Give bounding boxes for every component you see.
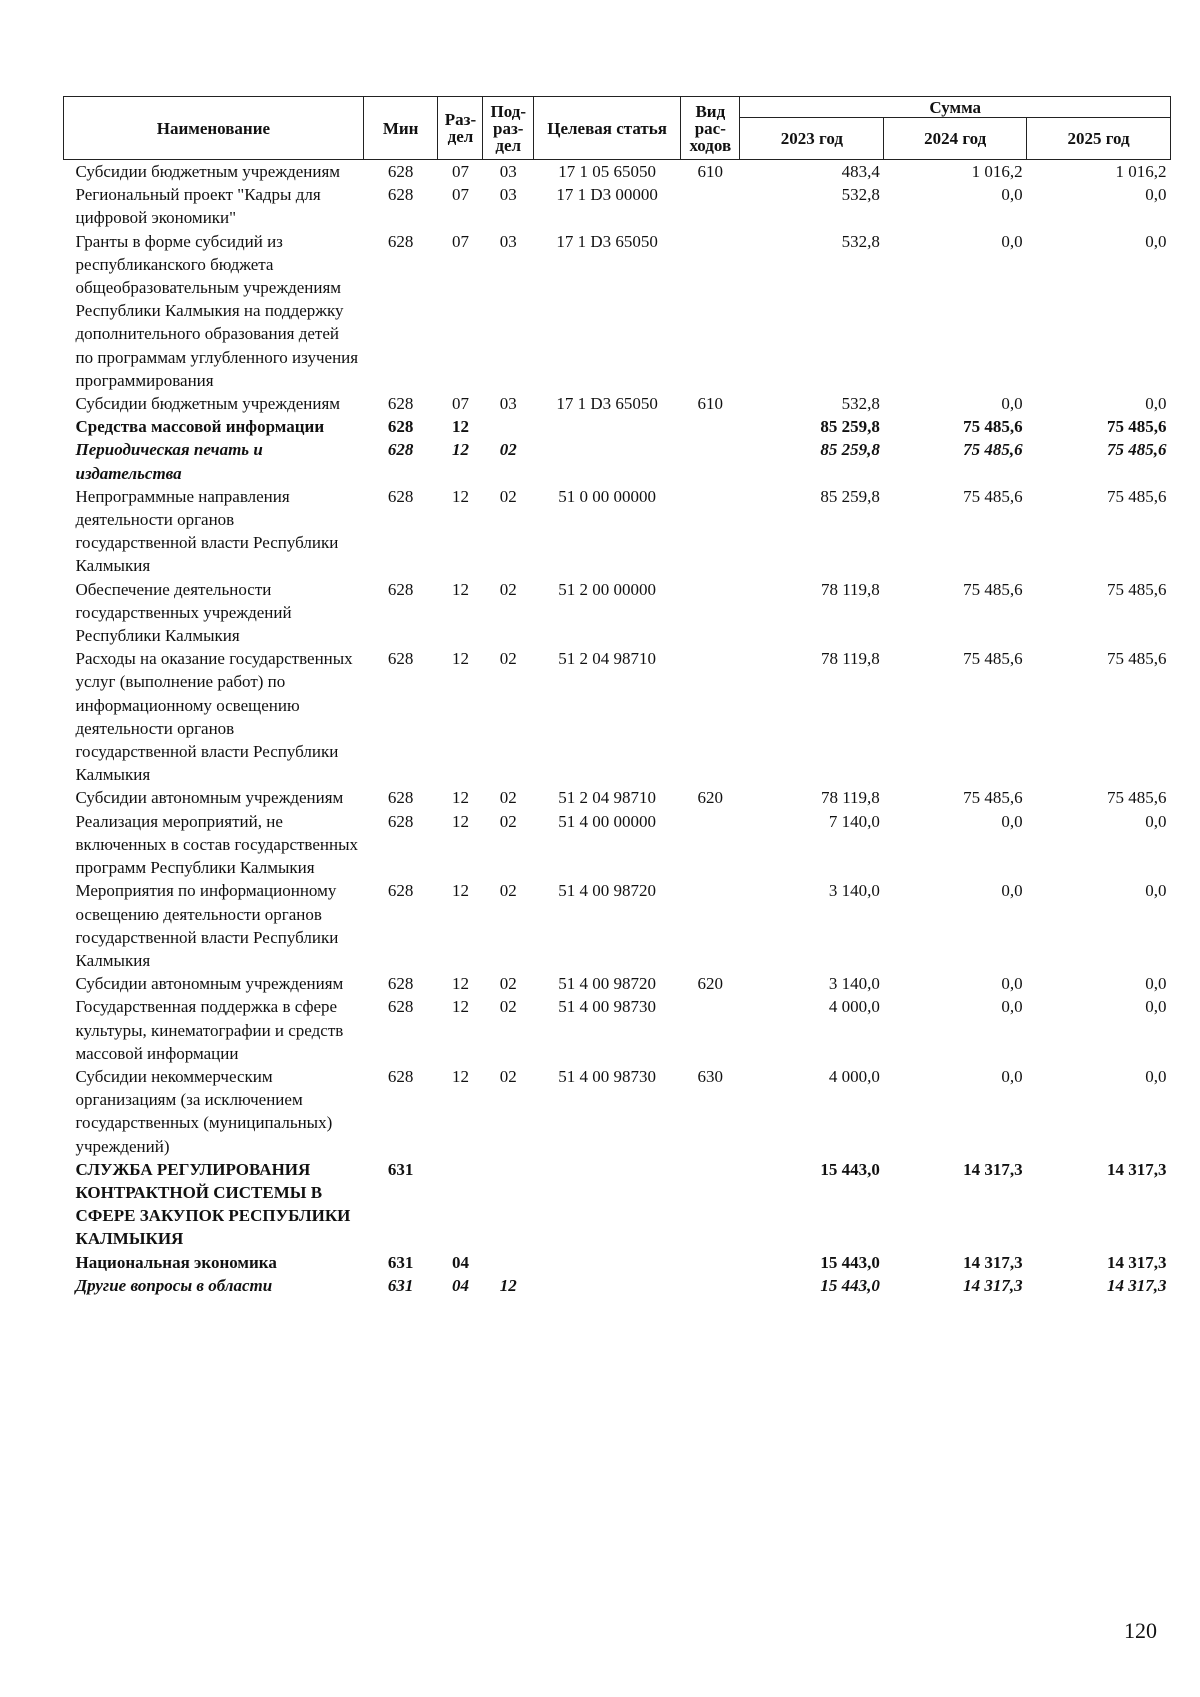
- row-podrazdel: 02: [499, 997, 517, 1017]
- row-sum-2023: 3 140,0: [828, 881, 880, 901]
- row-name: Субсидии автономным учреждениям: [75, 788, 344, 808]
- row-podrazdel: 02: [499, 811, 517, 831]
- row-target-article: 51 4 00 98720: [558, 974, 656, 994]
- row-sum-2023: 15 443,0: [820, 1275, 880, 1295]
- table-row: [64, 647, 1171, 786]
- row-razdel: 12: [451, 1066, 469, 1086]
- row-expense-type: [681, 647, 740, 786]
- row-target-article: 51 4 00 00000: [558, 811, 656, 831]
- header-razdel: Раз-дел: [438, 97, 483, 160]
- row-target-article: 51 2 04 98710: [558, 649, 656, 669]
- row-razdel: 12: [451, 486, 469, 506]
- row-min: 628: [387, 881, 414, 901]
- row-sum-2023: 4 000,0: [828, 1066, 880, 1086]
- row-expense-type: [681, 230, 740, 392]
- row-name: Обеспечение деятельности государственных учреждений Республики Калмыкия: [75, 579, 292, 646]
- table-row: [64, 230, 1171, 392]
- row-razdel: 12: [451, 579, 469, 599]
- table-row: [64, 995, 1171, 1065]
- row-sum-2024: 14 317,3: [963, 1159, 1023, 1179]
- row-expense-type: [681, 995, 740, 1065]
- row-sum-2025: 75 485,6: [1107, 486, 1167, 506]
- row-target-article: 17 1 05 65050: [558, 162, 656, 181]
- row-name: Региональный проект "Кадры для цифровой экономики": [75, 185, 321, 228]
- row-target-article: [534, 438, 681, 484]
- row-sum-2023: 85 259,8: [820, 486, 880, 506]
- row-podrazdel: 02: [499, 881, 517, 901]
- header-expense-type: Вид рас-ходов: [681, 97, 740, 160]
- header-sum: Сумма: [740, 97, 1171, 118]
- row-sum-2023: 7 140,0: [828, 811, 880, 831]
- row-min: 631: [387, 1275, 414, 1295]
- row-sum-2023: 78 119,8: [820, 579, 880, 599]
- row-sum-2024: 0,0: [1001, 231, 1023, 251]
- row-min: 628: [387, 162, 414, 181]
- row-expense-type: [681, 438, 740, 484]
- row-sum-2025: 0,0: [1145, 185, 1167, 205]
- row-razdel: 12: [451, 974, 469, 994]
- row-sum-2025: 14 317,3: [1107, 1252, 1167, 1272]
- row-podrazdel: 12: [499, 1275, 517, 1295]
- table-row: [64, 415, 1171, 438]
- row-min: 628: [387, 997, 414, 1017]
- row-name: Национальная экономика: [75, 1252, 277, 1272]
- row-sum-2025: 0,0: [1145, 997, 1167, 1017]
- row-sum-2025: 0,0: [1145, 881, 1167, 901]
- table-body: [64, 160, 1171, 1297]
- row-sum-2023: 85 259,8: [820, 417, 880, 437]
- page-number: 120: [1124, 1618, 1157, 1643]
- row-target-article: [534, 1274, 681, 1297]
- row-sum-2024: 75 485,6: [963, 788, 1023, 808]
- row-sum-2024: 1 016,2: [971, 162, 1023, 181]
- row-expense-type: [681, 1274, 740, 1297]
- row-expense-type: [681, 879, 740, 972]
- row-razdel: [438, 1158, 483, 1251]
- row-expense-type: 610: [697, 394, 724, 414]
- table-row: [64, 1251, 1171, 1274]
- row-sum-2024: 75 485,6: [963, 486, 1023, 506]
- row-sum-2023: 483,4: [841, 162, 880, 181]
- row-sum-2024: 0,0: [1001, 974, 1023, 994]
- row-target-article: 17 1 D3 00000: [556, 185, 658, 205]
- row-podrazdel: [483, 1158, 534, 1251]
- row-expense-type: [681, 183, 740, 229]
- row-podrazdel: 02: [499, 579, 517, 599]
- row-min: 631: [387, 1159, 414, 1179]
- row-razdel: 12: [451, 788, 469, 808]
- budget-table: [63, 96, 1171, 1297]
- row-min: 628: [387, 440, 414, 460]
- row-expense-type: 630: [697, 1066, 724, 1086]
- row-podrazdel: 03: [499, 231, 517, 251]
- row-podrazdel: 02: [499, 649, 517, 669]
- row-razdel: 07: [451, 231, 469, 251]
- row-expense-type: 620: [697, 788, 724, 808]
- row-sum-2025: 0,0: [1145, 231, 1167, 251]
- row-podrazdel: [483, 1251, 534, 1274]
- row-name: Мероприятия по информационному освещению деятельности органов государственной власти Республики Калмыкия: [75, 881, 339, 970]
- row-sum-2025: 0,0: [1145, 394, 1167, 414]
- table-row: [64, 392, 1171, 415]
- row-name: Субсидии бюджетным учреждениям: [75, 162, 341, 181]
- row-sum-2023: 15 443,0: [820, 1159, 880, 1179]
- row-expense-type: 620: [697, 974, 724, 994]
- row-podrazdel: 03: [499, 162, 517, 181]
- row-sum-2025: 75 485,6: [1107, 579, 1167, 599]
- row-target-article: 51 4 00 98730: [558, 997, 656, 1017]
- row-target-article: 51 2 04 98710: [558, 788, 656, 808]
- row-min: 628: [387, 811, 414, 831]
- table-row: [64, 1158, 1171, 1251]
- row-sum-2023: 4 000,0: [828, 997, 880, 1017]
- row-expense-type: [681, 578, 740, 648]
- row-expense-type: [681, 1251, 740, 1274]
- row-sum-2023: 78 119,8: [820, 788, 880, 808]
- row-sum-2024: 14 317,3: [963, 1252, 1023, 1272]
- row-sum-2025: 1 016,2: [1115, 162, 1167, 181]
- row-razdel: 07: [451, 394, 469, 414]
- row-target-article: [534, 1251, 681, 1274]
- row-min: 628: [387, 974, 414, 994]
- row-min: 628: [387, 185, 414, 205]
- table-row: [64, 438, 1171, 484]
- row-sum-2024: 0,0: [1001, 997, 1023, 1017]
- table-row: [64, 578, 1171, 648]
- row-podrazdel: 02: [499, 974, 517, 994]
- row-min: 628: [387, 649, 414, 669]
- header-year-2025: 2025 год: [1027, 118, 1171, 160]
- row-target-article: 51 2 00 00000: [558, 579, 656, 599]
- header-year-2024: 2024 год: [884, 118, 1027, 160]
- row-razdel: 04: [451, 1252, 469, 1272]
- table-row: [64, 810, 1171, 880]
- row-sum-2024: 0,0: [1001, 394, 1023, 414]
- row-sum-2024: 0,0: [1001, 1066, 1023, 1086]
- row-target-article: 17 1 D3 65050: [556, 394, 658, 414]
- row-name: Субсидии бюджетным учреждениям: [75, 394, 341, 414]
- row-sum-2025: 75 485,6: [1107, 440, 1167, 460]
- table-row: [64, 1274, 1171, 1297]
- row-podrazdel: 02: [499, 788, 517, 808]
- row-name: Другие вопросы в области: [75, 1275, 273, 1295]
- row-name: СЛУЖБА РЕГУЛИРОВАНИЯ КОНТРАКТНОЙ СИСТЕМЫ В СФЕРЕ ЗАКУПОК РЕСПУБЛИКИ КАЛМЫКИЯ: [75, 1159, 351, 1249]
- row-sum-2024: 75 485,6: [963, 440, 1023, 460]
- row-razdel: 12: [451, 440, 469, 460]
- table-row: [64, 485, 1171, 578]
- header-min: Мин: [363, 97, 438, 160]
- row-name: Периодическая печать и издательства: [75, 440, 263, 483]
- row-name: Реализация мероприятий, не включенных в состав государственных программ Республики Калмыкия: [75, 811, 359, 878]
- row-podrazdel: 02: [499, 440, 517, 460]
- row-razdel: 12: [451, 417, 469, 437]
- table-row: [64, 879, 1171, 972]
- row-name: Субсидии некоммерческим организациям (за исключением государственных (муниципальных) учреждений): [75, 1066, 333, 1156]
- row-sum-2025: 75 485,6: [1107, 649, 1167, 669]
- row-razdel: 12: [451, 997, 469, 1017]
- row-podrazdel: 02: [499, 1066, 517, 1086]
- row-sum-2025: 14 317,3: [1107, 1159, 1167, 1179]
- table-row: [64, 1065, 1171, 1158]
- row-sum-2024: 0,0: [1001, 811, 1023, 831]
- row-sum-2025: 0,0: [1145, 811, 1167, 831]
- row-min: 628: [387, 394, 414, 414]
- row-min: 628: [387, 486, 414, 506]
- row-name: Субсидии автономным учреждениям: [75, 974, 344, 994]
- row-sum-2025: 75 485,6: [1107, 788, 1167, 808]
- row-razdel: 04: [451, 1275, 469, 1295]
- row-min: 628: [387, 579, 414, 599]
- row-target-article: 51 4 00 98730: [558, 1066, 656, 1086]
- row-sum-2024: 14 317,3: [963, 1275, 1023, 1295]
- row-sum-2025: 0,0: [1145, 974, 1167, 994]
- row-expense-type: [681, 485, 740, 578]
- row-sum-2023: 78 119,8: [820, 649, 880, 669]
- row-razdel: 12: [451, 881, 469, 901]
- row-target-article: 51 4 00 98720: [558, 881, 656, 901]
- row-min: 628: [387, 788, 414, 808]
- row-target-article: [534, 415, 681, 438]
- row-sum-2023: 532,8: [841, 231, 880, 251]
- header-name: Наименование: [64, 97, 364, 160]
- table-row: [64, 972, 1171, 995]
- row-name: Средства массовой информации: [75, 417, 325, 437]
- row-expense-type: [681, 415, 740, 438]
- row-name: Гранты в форме субсидий из республиканского бюджета общеобразовательным учреждениям Республики Калмыкия на поддержку дополнительного образования детей по программам углубленного изучения программирования: [75, 231, 359, 390]
- header-year-2023: 2023 год: [740, 118, 884, 160]
- row-sum-2024: 0,0: [1001, 881, 1023, 901]
- row-sum-2024: 75 485,6: [963, 417, 1023, 437]
- row-min: 631: [387, 1252, 414, 1272]
- row-razdel: 12: [451, 811, 469, 831]
- header-podrazdel: Под-раз-дел: [483, 97, 534, 160]
- row-min: 628: [387, 417, 414, 437]
- table-row: [64, 160, 1171, 184]
- row-podrazdel: 03: [499, 185, 517, 205]
- table-row: [64, 786, 1171, 809]
- row-sum-2023: 532,8: [841, 394, 880, 414]
- row-target-article: 17 1 D3 65050: [556, 231, 658, 251]
- row-razdel: 07: [451, 185, 469, 205]
- row-podrazdel: 03: [499, 394, 517, 414]
- row-sum-2023: 85 259,8: [820, 440, 880, 460]
- row-name: Непрограммные направления деятельности органов государственной власти Республики Калмыкия: [75, 486, 339, 576]
- row-name: Расходы на оказание государственных услуг (выполнение работ) по информационному освещению деятельности органов государственной власти Республики Калмыкия: [75, 649, 353, 785]
- row-target-article: [534, 1158, 681, 1251]
- row-expense-type: 610: [697, 162, 724, 181]
- table-row: [64, 183, 1171, 229]
- row-podrazdel: 02: [499, 486, 517, 506]
- row-sum-2024: 75 485,6: [963, 579, 1023, 599]
- row-sum-2023: 3 140,0: [828, 974, 880, 994]
- row-sum-2025: 0,0: [1145, 1066, 1167, 1086]
- row-sum-2024: 75 485,6: [963, 649, 1023, 669]
- row-min: 628: [387, 1066, 414, 1086]
- row-podrazdel: [483, 415, 534, 438]
- header-target-article: Целевая статья: [534, 97, 681, 160]
- row-razdel: 12: [451, 649, 469, 669]
- row-sum-2025: 14 317,3: [1107, 1275, 1167, 1295]
- row-min: 628: [387, 231, 414, 251]
- row-sum-2025: 75 485,6: [1107, 417, 1167, 437]
- row-expense-type: [681, 810, 740, 880]
- row-sum-2023: 532,8: [841, 185, 880, 205]
- row-expense-type: [681, 1158, 740, 1251]
- row-name: Государственная поддержка в сфере культуры, кинематографии и средств массовой информации: [75, 997, 344, 1063]
- row-sum-2024: 0,0: [1001, 185, 1023, 205]
- row-target-article: 51 0 00 00000: [558, 486, 656, 506]
- row-sum-2023: 15 443,0: [820, 1252, 880, 1272]
- row-razdel: 07: [451, 162, 469, 181]
